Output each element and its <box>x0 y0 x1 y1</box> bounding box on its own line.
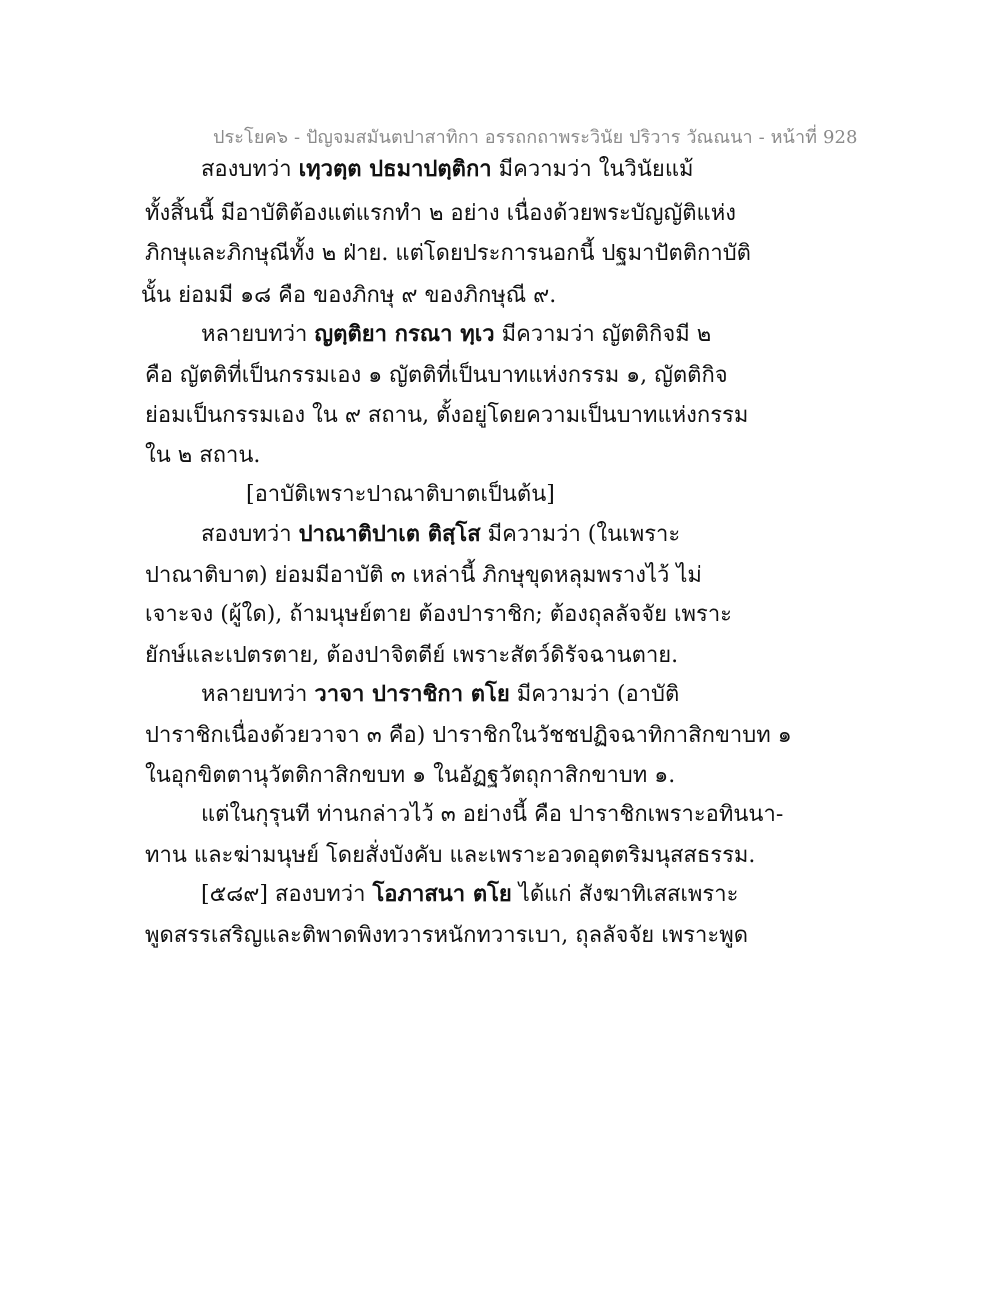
text-line <box>201 320 711 349</box>
text-run: นั้น ย่อมมี ๑๘ คือ ของภิกษุ ๙ ของภิกษุณี ๙. <box>141 283 557 308</box>
text-run: หลายบทว่า <box>201 322 315 347</box>
text-run: มีความว่า (อาบัติ <box>509 682 680 707</box>
text-run: ย่อมเป็นกรรมเอง ใน ๙ สถาน, ตั้งอยู่โดยความเป็นบาทแห่งกรรม <box>145 403 749 428</box>
text-run: ใน ๒ สถาน. <box>145 443 261 468</box>
text-line <box>201 680 679 709</box>
bold-term: เทฺวตฺต ปธมาปตฺติกา <box>298 156 492 182</box>
text-run: คือ ญัตติที่เป็นกรรมเอง ๑ ญัตติที่เป็นบาทแห่งกรรม ๑, ญัตติกิจ <box>145 363 728 388</box>
text-run: สองบทว่า <box>201 522 299 547</box>
text-run: [อาบัติเพราะปาณาติบาตเป็นต้น] <box>246 482 555 507</box>
text-line <box>201 880 738 909</box>
bold-term: ปาณาติปาเต ติสฺโส <box>298 521 481 547</box>
text-run: พูดสรรเสริญและติพาดพิงทวารหนักทวารเบา, ถุลลัจจัย เพราะพูด <box>145 923 748 948</box>
text-run: ปาราชิกเนื่องด้วยวาจา ๓ คือ) ปาราชิกในวัชชปฏิจฉาทิกาสิกขาบท ๑ <box>145 723 792 748</box>
text-line <box>145 240 751 268</box>
text-line <box>145 442 260 470</box>
bold-term: วาจา ปาราชิกา ตโย <box>314 681 510 707</box>
text-run: ทาน และฆ่ามนุษย์ โดยสั่งบังคับ และเพราะอวดอุตตริมนุสสธรรม. <box>145 843 756 868</box>
text-run: สองบทว่า <box>201 157 299 182</box>
text-line <box>201 520 680 549</box>
text-run: ยักษ์และเปตรตาย, ต้องปาจิตตีย์ เพราะสัตว์ดิรัจฉานตาย. <box>145 643 679 668</box>
text-run: ปาณาติบาต) ย่อมมีอาบัติ ๓ เหล่านี้ ภิกษุขุดหลุมพรางไว้ ไม่ <box>145 563 702 588</box>
text-line <box>145 562 702 590</box>
text-run: มีความว่า (ในเพราะ <box>480 522 681 547</box>
text-line <box>145 922 748 950</box>
text-run: หลายบทว่า <box>201 682 315 707</box>
text-line <box>145 762 675 790</box>
bold-term: โอภาสนา ตโย <box>372 881 512 907</box>
text-run: มีความว่า ในวินัยแม้ <box>491 157 694 182</box>
text-line <box>145 842 755 870</box>
bold-term: ญตฺติยา กรณา ทฺเว <box>314 321 495 347</box>
text-run: ในอุกขิตตานุวัตติกาสิกขบท ๑ ในอัฏฐวัตถุกาสิกขาบท ๑. <box>145 763 676 788</box>
text-line <box>145 642 678 670</box>
text-line <box>141 282 556 310</box>
text-line <box>145 722 792 750</box>
text-run: [๕๘๙] สองบทว่า <box>201 882 373 907</box>
text-run: ได้แก่ สังฆาทิเสสเพราะ <box>511 882 739 907</box>
text-run: ทั้งสิ้นนี้ มีอาบัติต้องแต่แรกทำ ๒ อย่าง เนื่องด้วยพระบัญญัติแห่ง <box>145 201 736 226</box>
text-run: มีความว่า ญัตติกิจมี ๒ <box>494 322 712 347</box>
text-line <box>145 402 748 430</box>
text-run: เจาะจง (ผู้ใด), ถ้ามนุษย์ตาย ต้องปาราชิก; ต้องถุลลัจจัย เพราะ <box>145 602 732 627</box>
text-run: ภิกษุและภิกษุณีทั้ง ๒ ฝ่าย. แต่โดยประการนอกนี้ ปฐมาปัตติกาบัติ <box>145 241 751 266</box>
text-run: แต่ในกุรุนที ท่านกล่าวไว้ ๓ อย่างนี้ คือ ปาราชิกเพราะอทินนา- <box>201 802 784 827</box>
text-line <box>201 155 694 184</box>
text-line <box>201 801 783 829</box>
text-line <box>145 362 728 390</box>
page-header: ประโยค๖ - ปัญจมสมันตปาสาทิกา อรรถกถาพระวินัย ปริวาร วัณณนา - หน้าที่ 928 <box>213 127 858 148</box>
section-heading <box>246 481 555 509</box>
text-line <box>145 601 732 629</box>
text-line <box>145 200 736 228</box>
